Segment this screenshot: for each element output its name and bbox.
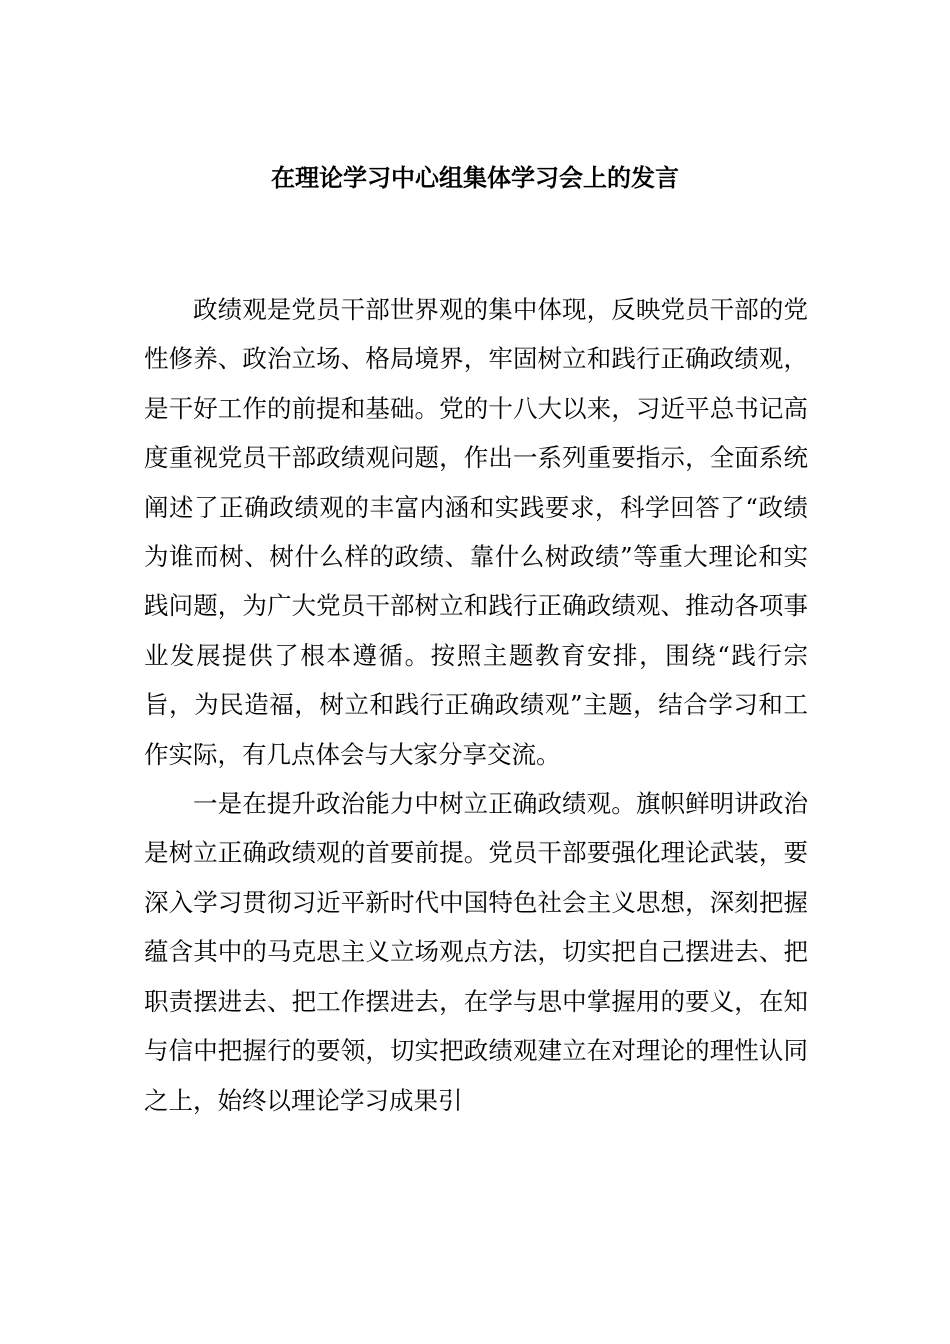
paragraph-point-one: 一是在提升政治能力中树立正确政绩观。旗帜鲜明讲政治是树立正确政绩观的首要前提。党员干部要强化理论武装，要深入学习贯彻习近平新时代中国特色社会主义思想，深刻把握蕴含其中的马克思主义立场观点方法，切实把自己摆进去、把职责摆进去、把工作摆进去，在学与思中掌握用的要义，在知与信中把握行的要领，切实把政绩观建立在对理论的理性认同之上，始终以理论学习成果引	[144, 789, 808, 1115]
document-title: 在理论学习中心组集体学习会上的发言	[271, 164, 679, 192]
paragraph-intro: 政绩观是党员干部世界观的集中体现，反映党员干部的党性修养、政治立场、格局境界，牢固树立和践行正确政绩观，是干好工作的前提和基础。党的十八大以来，习近平总书记高度重视党员干部政绩观问题，作出一系列重要指示，全面系统阐述了正确政绩观的丰富内涵和实践要求，科学回答了“政绩为谁而树、树什么样的政绩、靠什么树政绩”等重大理论和实践问题，为广大党员干部树立和践行正确政绩观、推动各项事业发展提供了根本遵循。按照主题教育安排，围绕“践行宗旨，为民造福，树立和践行正确政绩观”主题，结合学习和工作实际，有几点体会与大家分享交流。	[144, 295, 808, 769]
document-body	[144, 285, 808, 1125]
